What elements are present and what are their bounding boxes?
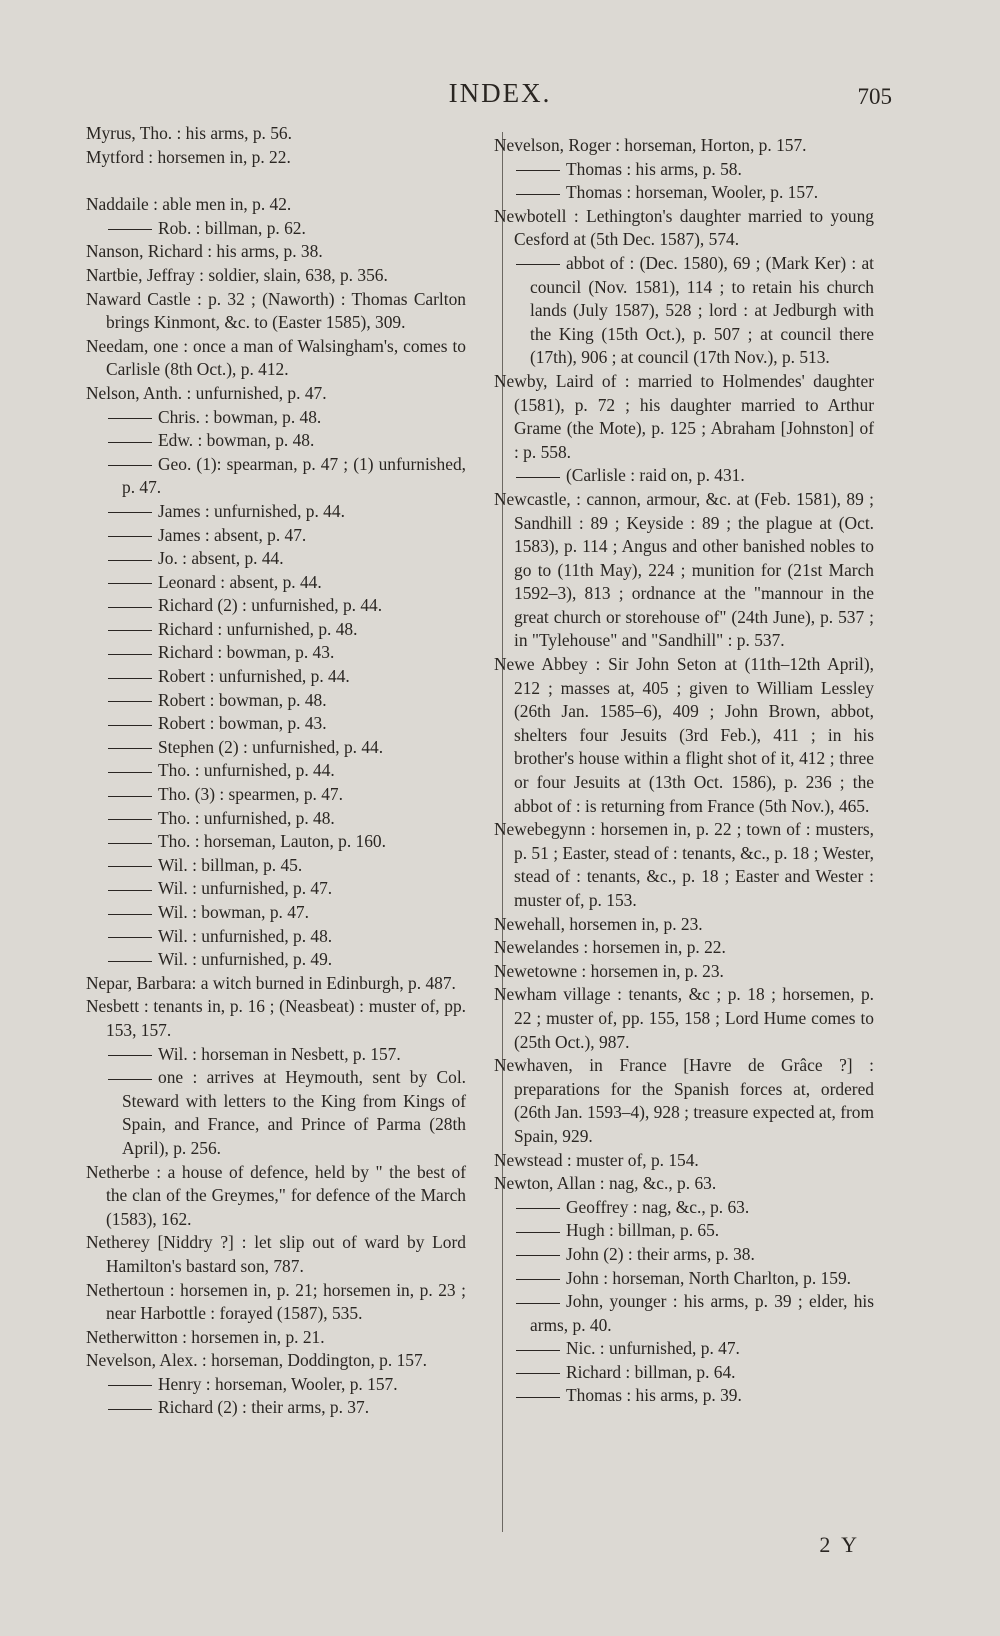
index-subentry: John, younger : his arms, p. 39 ; elder, his arms, p. 40. (494, 1290, 874, 1337)
index-entry: Naward Castle : p. 32 ; (Naworth) : Thomas Carlton brings Kinmont, &c. to (Easter 1585), 309. (86, 288, 466, 333)
index-subentry: Richard : bowman, p. 43. (86, 641, 466, 665)
index-subentry: Thomas : his arms, p. 58. (494, 158, 874, 182)
index-subentry: abbot of : (Dec. 1580), 69 ; (Mark Ker) : at council (Nov. 1581), 114 ; to retain his church lands (July 1587), 528 ; lord : at Jedburgh with the King (15th Oct.), p. 507 ; at council there (17th), 906 ; at council (17th Nov.), p. 513. (494, 252, 874, 370)
index-entry: Newebegynn : horsemen in, p. 22 ; town of : musters, p. 51 ; Easter, stead of : tenants, &c., p. 18 ; Wester, stead of : tenants, &c., p. 18 ; Easter and Wester : muster of, p. 153. (494, 819, 874, 910)
index-subentry: John : horseman, North Charlton, p. 159. (494, 1267, 874, 1291)
index-subentry: Richard : billman, p. 64. (494, 1361, 874, 1385)
index-subentry: Richard (2) : unfurnished, p. 44. (86, 594, 466, 618)
index-subentry: Robert : bowman, p. 43. (86, 712, 466, 736)
index-subentry: Tho. : horseman, Lauton, p. 160. (86, 830, 466, 854)
index-entry: Nanson, Richard : his arms, p. 38. (86, 241, 323, 262)
index-entry: Newstead : muster of, p. 154. (494, 1149, 699, 1170)
index-subentry: Thomas : horseman, Wooler, p. 157. (494, 181, 874, 205)
index-subentry: Jo. : absent, p. 44. (86, 547, 466, 571)
index-subentry: Wil. : unfurnished, p. 49. (86, 948, 466, 972)
index-subentry: Hugh : billman, p. 65. (494, 1219, 874, 1243)
index-subentry: Robert : unfurnished, p. 44. (86, 665, 466, 689)
index-subentry: one : arrives at Heymouth, sent by Col. Steward with letters to the King from Kings of Spain, and France, and Prince of Parma (28th April), p. 256. (86, 1066, 466, 1160)
index-subentry: Leonard : absent, p. 44. (86, 571, 466, 595)
index-subentry: James : absent, p. 47. (86, 524, 466, 548)
index-subentry: Nic. : unfurnished, p. 47. (494, 1337, 874, 1361)
index-entry: Newehall, horsemen in, p. 23. (494, 913, 703, 934)
index-entry: Netherey [Niddry ?] : let slip out of ward by Lord Hamilton's bastard son, 787. (86, 1232, 466, 1276)
index-entry: Nevelson, Roger : horseman, Horton, p. 157. (494, 135, 807, 155)
page-number: 705 (857, 84, 892, 109)
index-entry: Newham village : tenants, &c ; p. 18 ; horsemen, p. 22 ; muster of, pp. 155, 158 ; Lord Hume comes to (25th Oct.), 987. (494, 984, 874, 1052)
index-subentry: Thomas : his arms, p. 39. (494, 1384, 874, 1408)
index-subentry: Wil. : billman, p. 45. (86, 854, 466, 878)
index-subentry: Tho. (3) : spearmen, p. 47. (86, 783, 466, 807)
index-subentry: James : unfurnished, p. 44. (86, 500, 466, 524)
index-subentry: Wil. : horseman in Nesbett, p. 157. (86, 1043, 466, 1067)
signature-mark: 2 Y (819, 1532, 860, 1557)
index-entry: Newhaven, in France [Havre de Grâce ?] : preparations for the Spanish forces at, ordered (26th Jan. 1593–4), 928 ; treasure expected at, from Spain, 929. (494, 1055, 874, 1146)
index-entry: Newton, Allan : nag, &c., p. 63. (494, 1173, 717, 1194)
index-entry: Myrus, Tho. : his arms, p. 56. (86, 123, 292, 143)
page-title: INDEX. (448, 78, 552, 108)
index-subentry: (Carlisle : raid on, p. 431. (494, 464, 874, 488)
index-entry: Nevelson, Alex. : horseman, Doddington, p. 157. (86, 1350, 428, 1371)
index-entry: Nelson, Anth. : unfurnished, p. 47. (86, 382, 327, 403)
right-index-column (494, 134, 874, 1408)
index-subentry: Geoffrey : nag, &c., p. 63. (494, 1196, 874, 1220)
index-subentry: Wil. : bowman, p. 47. (86, 901, 466, 925)
index-entry: Needam, one : once a man of Walsingham's, comes to Carlisle (8th Oct.), p. 412. (86, 335, 466, 380)
index-entry: Newelandes : horsemen in, p. 22. (494, 937, 726, 958)
index-subentry: Richard (2) : their arms, p. 37. (86, 1396, 466, 1420)
index-entry: Newby, Laird of : married to Holmendes' daughter (1581), p. 72 ; his daughter married to Arthur Grame (the Mote), p. 125 ; Abraham [Johnston] of : p. 558. (494, 370, 874, 462)
index-entry: Nethertoun : horsemen in, p. 21; horsemen in, p. 23 ; near Harbottle : forayed (1587), 535. (86, 1279, 466, 1324)
index-entry: Nesbett : tenants in, p. 16 ; (Neasbeat) : muster of, pp. 153, 157. (86, 996, 466, 1040)
index-subentry: Tho. : unfurnished, p. 44. (86, 759, 466, 783)
index-subentry: Henry : horseman, Wooler, p. 157. (86, 1373, 466, 1397)
index-entry: Newetowne : horsemen in, p. 23. (494, 960, 724, 981)
left-index-column (86, 122, 466, 1420)
index-entry: Mytford : horsemen in, p. 22. (86, 146, 291, 167)
index-entry: Naddaile : able men in, p. 42. (86, 194, 292, 215)
index-subentry: Stephen (2) : unfurnished, p. 44. (86, 736, 466, 760)
index-subentry: Richard : unfurnished, p. 48. (86, 618, 466, 642)
index-entry: Nartbie, Jeffray : soldier, slain, 638, p. 356. (86, 264, 388, 285)
index-entry: Newe Abbey : Sir John Seton at (11th–12th April), 212 ; masses at, 405 ; given to William Lessley (26th Jan. 1585–6), 409 ; John Brown, abbot, shelters four Jesuits (3rd Feb.), 411 ; in his brother's house within a flight shot of it, 412 ; three or four Jesuits at (13th Oct. 1586), p. 236 ; the abbot of : is returning from France (5th Nov.), 465. (494, 654, 874, 816)
index-entry: Newbotell : Lethington's daughter married to young Cesford at (5th Dec. 1587), 574. (494, 205, 874, 250)
index-subentry: John (2) : their arms, p. 38. (494, 1243, 874, 1267)
index-entry: Nepar, Barbara: a witch burned in Edinburgh, p. 487. (86, 972, 456, 993)
index-subentry: Edw. : bowman, p. 48. (86, 429, 466, 453)
index-subentry: Tho. : unfurnished, p. 48. (86, 807, 466, 831)
index-entry: Newcastle, : cannon, armour, &c. at (Feb. 1581), 89 ; Sandhill : 89 ; Keyside : 89 ; the plague at (Oct. 1583), p. 114 ; Angus and other banished nobles to go to (11th May), 224 ; munition for (21st March 1592–3), 813 ; ordnance at the "mannour in the great church or storehouse of" (24th June), p. 537 ; in "Tylehouse" and "Sandhill" : p. 537. (494, 488, 874, 651)
index-subentry: Geo. (1): spearman, p. 47 ; (1) unfurnished, p. 47. (86, 453, 466, 500)
index-subentry: Wil. : unfurnished, p. 48. (86, 925, 466, 949)
index-entry: Netherbe : a house of defence, held by " the best of the clan of the Greymes," for defence of the March (1583), 162. (86, 1161, 466, 1229)
index-subentry: Chris. : bowman, p. 48. (86, 406, 466, 430)
index-subentry: Robert : bowman, p. 48. (86, 689, 466, 713)
index-subentry: Rob. : billman, p. 62. (86, 217, 466, 241)
index-subentry: Wil. : unfurnished, p. 47. (86, 877, 466, 901)
index-entry: Netherwitton : horsemen in, p. 21. (86, 1326, 325, 1347)
